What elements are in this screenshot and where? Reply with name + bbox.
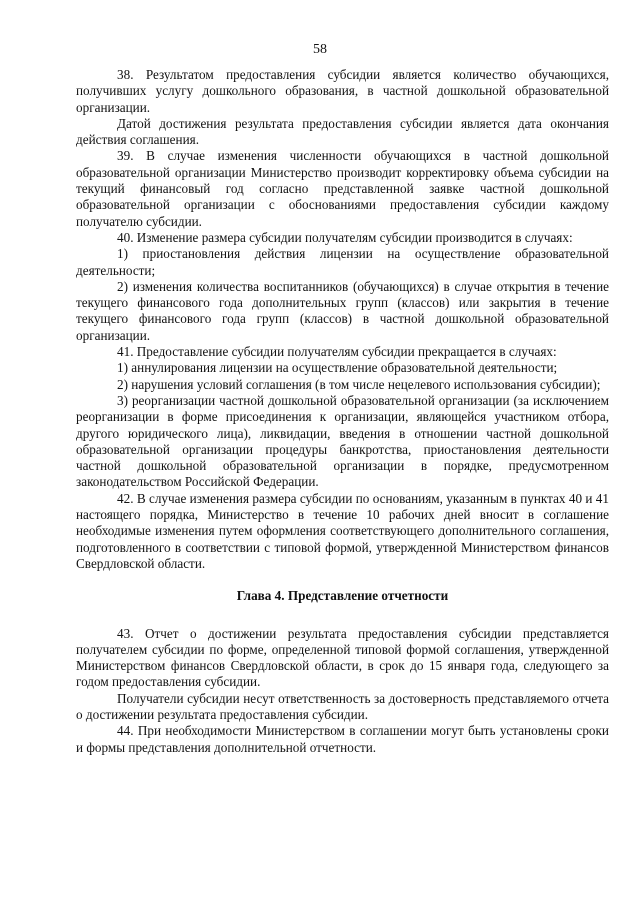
paragraph-40-item-1: 1) приостановления действия лицензии на осуществление образовательной деятельности; — [76, 246, 609, 278]
document-body — [76, 67, 609, 756]
paragraph-41-item-1: 1) аннулирования лицензии на осуществление образовательной деятельности; — [117, 360, 558, 376]
paragraph-43-responsibility: Получатели субсидии несут ответственность за достоверность представляемого отчета о достижении результата предоставления субсидии. — [76, 690, 609, 722]
paragraph-41-item-3: 3) реорганизации частной дошкольной образовательной организации (за исключением реорганизации в форме присоединения к организации, являющейся участником отбора, другого юридического лица), ликвидации, введения в отношении частной дошкольной образовательной организации процедуры банкротства, приостановления деятельности частной дошкольной образовательной организации в порядке, предусмотренном законодательством Российской Федерации. — [76, 392, 609, 490]
paragraph-40-item-2: 2) изменения количества воспитанников (обучающихся) в случае открытия в течение текущего финансового года дополнительных групп (классов) или закрытия в течение текущего финансового года групп (классов) в частной дошкольной образовательной организации. — [76, 278, 609, 343]
chapter-heading: Глава 4. Представление отчетности — [236, 588, 449, 604]
paragraph-40: 40. Изменение размера субсидии получателям субсидии производится в случаях: — [117, 229, 573, 245]
paragraph-39: 39. В случае изменения численности обучающихся в частной дошкольной образовательной организации Министерство производит корректировку объема субсидии на текущий финансовый год согласно представленной заявке частной дошкольной образовательной организации с обоснованиями предоставления субсидии каждому получателю субсидии. — [76, 148, 609, 229]
paragraph-43: 43. Отчет о достижении результата предоставления субсидии представляется получателем субсидии по форме, определенной типовой формой соглашения, утвержденной Министерством финансов Свердловской области, в срок до 15 января года, следующего за годом предоставления субсидии. — [76, 625, 609, 690]
paragraph-41: 41. Предоставление субсидии получателям субсидии прекращается в случаях: — [117, 344, 557, 360]
paragraph-41-item-2: 2) нарушения условий соглашения (в том числе нецелевого использования субсидии); — [117, 376, 601, 392]
paragraph-44: 44. При необходимости Министерством в соглашении могут быть установлены сроки и формы представления дополнительной отчетности. — [76, 723, 609, 755]
paragraph-38: 38. Результатом предоставления субсидии является количество обучающихся, получивших услугу дошкольного образования, в частной дошкольной образовательной организации. — [76, 67, 609, 115]
page-number: 58 — [313, 42, 327, 57]
paragraph-42: 42. В случае изменения размера субсидии по основаниям, указанным в пунктах 40 и 41 настоящего порядка, Министерство в течение 10 рабочих дней вносит в соглашение необходимые изменения путем оформления соответствующего дополнительного соглашения, подготовленного в соответствии с типовой формой, утвержденной Министерством финансов Свердловской области. — [76, 490, 609, 571]
paragraph-38-date: Датой достижения результата предоставления субсидии является дата окончания действия соглашения. — [76, 115, 609, 148]
